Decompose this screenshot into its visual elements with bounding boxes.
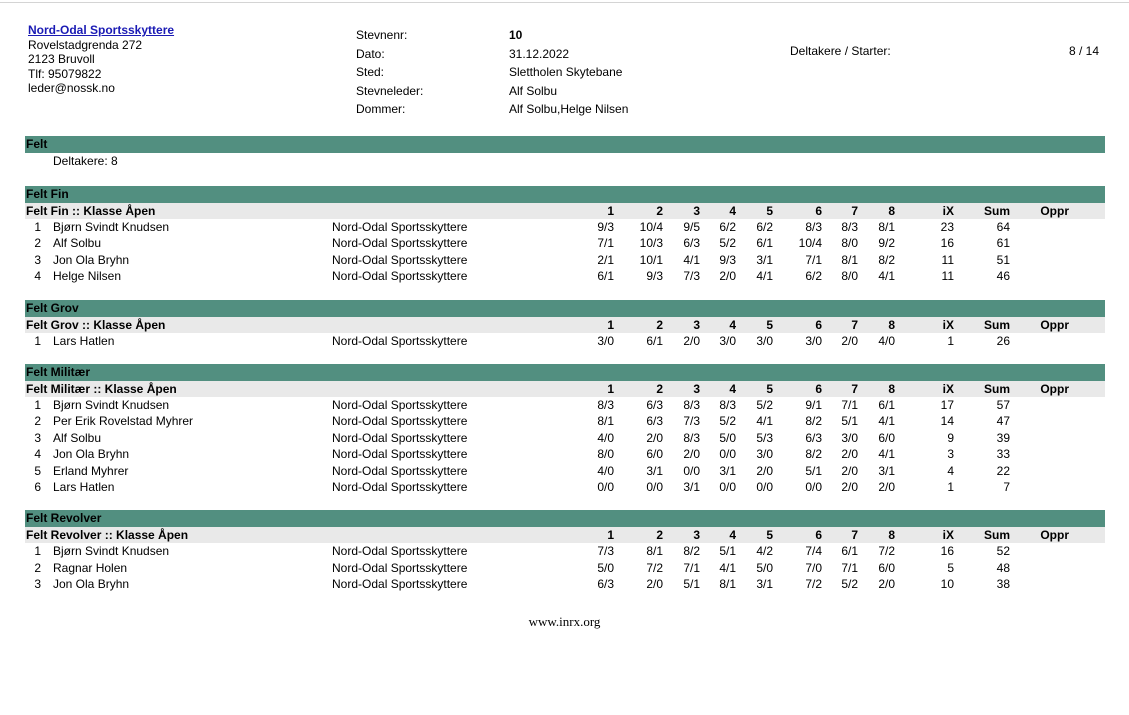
score-cell: 5/1 bbox=[683, 577, 700, 592]
club-postal: 2123 Bruvoll bbox=[28, 52, 95, 67]
column-header: 3 bbox=[693, 528, 700, 543]
score-cell: 14 bbox=[940, 414, 954, 429]
score-cell: 23 bbox=[940, 220, 954, 234]
score-cell: 8/3 bbox=[805, 220, 822, 234]
shooter-name: Alf Solbu bbox=[53, 236, 102, 251]
place: 6 bbox=[34, 479, 41, 494]
score-cell: 26 bbox=[996, 333, 1010, 348]
footer-url: www.inrx.org bbox=[528, 614, 601, 629]
score-cell: 6/1 bbox=[841, 544, 858, 559]
column-header: 8 bbox=[888, 381, 895, 396]
event-info-values bbox=[509, 26, 628, 119]
score-cell: 9/5 bbox=[683, 220, 700, 234]
score-cell: 6/2 bbox=[805, 269, 822, 284]
score-cell: 0/0 bbox=[719, 447, 736, 462]
column-header: Sum bbox=[983, 204, 1010, 218]
score-cell: 9/3 bbox=[597, 220, 614, 234]
table-row bbox=[25, 463, 1105, 479]
score-cell: 6/3 bbox=[646, 414, 663, 429]
column-header: 3 bbox=[693, 204, 700, 218]
section-header: Felt Militær bbox=[25, 364, 1105, 381]
shooter-name: Lars Hatlen bbox=[53, 333, 115, 348]
table-row bbox=[25, 413, 1105, 429]
score-cell: 4/1 bbox=[719, 560, 736, 575]
club-name: Nord-Odal Sportsskyttere bbox=[332, 269, 468, 284]
club-name: Nord-Odal Sportsskyttere bbox=[332, 252, 468, 267]
score-cell: 52 bbox=[996, 544, 1010, 559]
class-header bbox=[25, 527, 1105, 543]
section-header: Felt Fin bbox=[25, 186, 1105, 203]
score-cell: 5/2 bbox=[841, 577, 858, 592]
score-cell: 8/2 bbox=[805, 414, 822, 429]
column-header: 5 bbox=[766, 528, 773, 543]
score-cell: 5/2 bbox=[719, 236, 736, 251]
class-title: Felt Fin :: Klasse Åpen bbox=[26, 204, 156, 218]
score-cell: 2/0 bbox=[756, 463, 773, 478]
score-cell: 4/1 bbox=[878, 447, 895, 462]
section-header: Felt Grov bbox=[25, 300, 1105, 317]
table-row bbox=[25, 430, 1105, 446]
column-header: iX bbox=[942, 317, 954, 332]
column-header: 6 bbox=[815, 381, 822, 396]
score-cell: 8/0 bbox=[841, 269, 858, 284]
table-row bbox=[25, 560, 1105, 576]
table-row bbox=[25, 333, 1105, 349]
section-gap bbox=[25, 495, 1105, 510]
column-header: 2 bbox=[656, 528, 663, 543]
column-header: iX bbox=[942, 381, 954, 396]
score-cell: 0/0 bbox=[756, 479, 773, 494]
score-cell: 4/1 bbox=[756, 414, 773, 429]
score-cell: 2/0 bbox=[719, 269, 736, 284]
column-header: Sum bbox=[983, 381, 1010, 396]
score-cell: 4/1 bbox=[756, 269, 773, 284]
score-cell: 8/1 bbox=[878, 220, 895, 234]
score-cell: 7 bbox=[1003, 479, 1010, 494]
score-cell: 10/4 bbox=[639, 220, 663, 234]
column-header: Oppr bbox=[1040, 317, 1069, 332]
score-cell: 9/2 bbox=[878, 236, 895, 251]
class-header bbox=[25, 203, 1105, 219]
score-cell: 4/2 bbox=[756, 544, 773, 559]
score-cell: 5/3 bbox=[756, 430, 773, 445]
score-cell: 7/0 bbox=[805, 560, 822, 575]
score-cell: 2/0 bbox=[878, 577, 895, 592]
column-header: 2 bbox=[656, 204, 663, 218]
column-header: 4 bbox=[729, 204, 736, 218]
score-cell: 8/0 bbox=[597, 447, 614, 462]
column-header: 8 bbox=[888, 204, 895, 218]
column-header: 6 bbox=[815, 317, 822, 332]
section-gap bbox=[25, 285, 1105, 300]
score-cell: 7/2 bbox=[646, 560, 663, 575]
participants-value: 8 / 14 bbox=[1068, 44, 1099, 58]
club-info bbox=[28, 23, 174, 96]
score-cell: 7/3 bbox=[683, 414, 700, 429]
place: 5 bbox=[34, 463, 41, 478]
place: 1 bbox=[34, 544, 41, 559]
club-name: Nord-Odal Sportsskyttere bbox=[332, 397, 468, 412]
place: 1 bbox=[34, 333, 41, 348]
score-cell: 4/0 bbox=[597, 430, 614, 445]
score-cell: 6/0 bbox=[878, 560, 895, 575]
score-cell: 64 bbox=[996, 220, 1010, 234]
score-cell: 51 bbox=[996, 252, 1010, 267]
score-cell: 4/1 bbox=[878, 269, 895, 284]
score-cell: 2/0 bbox=[841, 333, 858, 348]
event-number: 10 bbox=[509, 28, 523, 42]
club-name: Nord-Odal Sportsskyttere bbox=[332, 577, 468, 592]
event-label: Dommer: bbox=[356, 102, 406, 117]
score-cell: 47 bbox=[996, 414, 1010, 429]
club-name: Nord-Odal Sportsskyttere bbox=[332, 447, 468, 462]
score-cell: 7/1 bbox=[841, 560, 858, 575]
score-cell: 5/1 bbox=[805, 463, 822, 478]
column-header: 5 bbox=[766, 381, 773, 396]
club-name: Nord-Odal Sportsskyttere bbox=[332, 560, 468, 575]
club-name: Nord-Odal Sportsskyttere bbox=[332, 236, 468, 251]
score-cell: 5/0 bbox=[756, 560, 773, 575]
score-cell: 6/3 bbox=[683, 236, 700, 251]
table-row bbox=[25, 576, 1105, 592]
shooter-name: Jon Ola Bryhn bbox=[53, 447, 130, 462]
score-cell: 6/2 bbox=[719, 220, 736, 234]
club-name: Nord-Odal Sportsskyttere bbox=[332, 544, 468, 559]
score-cell: 9/3 bbox=[719, 252, 736, 267]
section-header: Felt bbox=[25, 136, 1105, 153]
top-divider bbox=[0, 2, 1129, 3]
event-label: Stevnenr: bbox=[356, 28, 408, 42]
score-cell: 8/2 bbox=[805, 447, 822, 462]
score-cell: 8/1 bbox=[719, 577, 736, 592]
column-header: 1 bbox=[607, 528, 614, 543]
event-label: Dato: bbox=[356, 46, 385, 61]
column-header: iX bbox=[942, 204, 954, 218]
score-cell: 7/3 bbox=[597, 544, 614, 559]
score-cell: 3/0 bbox=[805, 333, 822, 348]
column-header: Oppr bbox=[1040, 204, 1069, 218]
score-cell: 5/1 bbox=[841, 414, 858, 429]
place: 3 bbox=[34, 430, 41, 445]
column-header: 8 bbox=[888, 528, 895, 543]
score-cell: 10/4 bbox=[798, 236, 822, 251]
class-header bbox=[25, 317, 1105, 333]
score-cell: 4/0 bbox=[597, 463, 614, 478]
score-cell: 8/3 bbox=[683, 397, 700, 412]
column-header: 7 bbox=[851, 381, 858, 396]
score-cell: 10/3 bbox=[639, 236, 663, 251]
score-cell: 4/1 bbox=[878, 414, 895, 429]
score-cell: 7/1 bbox=[683, 560, 700, 575]
section-gap bbox=[25, 349, 1105, 364]
column-header: 8 bbox=[888, 317, 895, 332]
score-cell: 8/2 bbox=[878, 252, 895, 267]
score-cell: 7/4 bbox=[805, 544, 822, 559]
column-header: 3 bbox=[693, 317, 700, 332]
club-email: leder@nossk.no bbox=[28, 81, 115, 96]
shooter-name: Per Erik Rovelstad Myhrer bbox=[53, 414, 194, 429]
score-cell: 8/2 bbox=[683, 544, 700, 559]
score-cell: 9/1 bbox=[805, 397, 822, 412]
place: 4 bbox=[34, 269, 41, 284]
column-header: 7 bbox=[851, 528, 858, 543]
column-header: 4 bbox=[729, 381, 736, 396]
club-name: Nord-Odal Sportsskyttere bbox=[332, 463, 468, 478]
score-cell: 0/0 bbox=[646, 479, 663, 494]
club-name: Nord-Odal Sportsskyttere bbox=[332, 430, 468, 445]
score-cell: 61 bbox=[996, 236, 1010, 251]
score-cell: 6/1 bbox=[878, 397, 895, 412]
score-cell: 6/0 bbox=[878, 430, 895, 445]
score-cell: 0/0 bbox=[683, 463, 700, 478]
shooter-name: Bjørn Svindt Knudsen bbox=[53, 544, 170, 559]
shooter-name: Bjørn Svindt Knudsen bbox=[53, 397, 170, 412]
event-leader: Alf Solbu bbox=[509, 83, 558, 98]
score-cell: 5/0 bbox=[597, 560, 614, 575]
column-header: Oppr bbox=[1040, 381, 1069, 396]
score-cell: 2/0 bbox=[841, 463, 858, 478]
score-cell: 2/0 bbox=[683, 447, 700, 462]
place: 4 bbox=[34, 447, 41, 462]
shooter-name: Lars Hatlen bbox=[53, 479, 115, 494]
score-cell: 3/1 bbox=[756, 252, 773, 267]
event-judges: Alf Solbu,Helge Nilsen bbox=[509, 102, 629, 117]
score-cell: 8/0 bbox=[841, 236, 858, 251]
score-cell: 2/0 bbox=[646, 577, 663, 592]
results-content bbox=[25, 136, 1105, 592]
table-row bbox=[25, 235, 1105, 251]
shooter-name: Alf Solbu bbox=[53, 430, 102, 445]
score-cell: 16 bbox=[940, 544, 954, 559]
event-place: Slettholen Skytebane bbox=[509, 65, 623, 80]
place: 1 bbox=[34, 220, 41, 234]
club-phone: Tlf: 95079822 bbox=[28, 66, 102, 81]
score-cell: 0/0 bbox=[719, 479, 736, 494]
event-info-labels bbox=[356, 26, 423, 119]
score-cell: 4 bbox=[947, 463, 954, 478]
score-cell: 8/3 bbox=[683, 430, 700, 445]
score-cell: 7/2 bbox=[878, 544, 895, 559]
score-cell: 3/1 bbox=[878, 463, 895, 478]
score-cell: 3 bbox=[947, 447, 954, 462]
club-name: Nord-Odal Sportsskyttere bbox=[332, 220, 468, 234]
score-cell: 9/3 bbox=[646, 269, 663, 284]
score-cell: 6/1 bbox=[756, 236, 773, 251]
score-cell: 2/0 bbox=[841, 479, 858, 494]
score-cell: 8/1 bbox=[646, 544, 663, 559]
shooter-name: Bjørn Svindt Knudsen bbox=[53, 220, 170, 234]
score-cell: 8/1 bbox=[597, 414, 614, 429]
score-cell: 0/0 bbox=[597, 479, 614, 494]
class-title: Felt Grov :: Klasse Åpen bbox=[26, 317, 166, 332]
column-header: 2 bbox=[656, 317, 663, 332]
score-cell: 6/1 bbox=[597, 269, 614, 284]
score-cell: 7/3 bbox=[683, 269, 700, 284]
column-header: 5 bbox=[766, 317, 773, 332]
score-cell: 6/3 bbox=[646, 397, 663, 412]
score-cell: 5/2 bbox=[756, 397, 773, 412]
score-cell: 1 bbox=[947, 333, 954, 348]
score-cell: 7/1 bbox=[841, 397, 858, 412]
score-cell: 2/0 bbox=[646, 430, 663, 445]
score-cell: 11 bbox=[941, 269, 954, 284]
place: 2 bbox=[34, 236, 41, 251]
column-header: 6 bbox=[815, 204, 822, 218]
score-cell: 2/1 bbox=[597, 252, 614, 267]
score-cell: 1 bbox=[947, 479, 954, 494]
column-header: iX bbox=[942, 528, 954, 543]
score-cell: 7/1 bbox=[805, 252, 822, 267]
class-title: Felt Revolver :: Klasse Åpen bbox=[26, 528, 189, 543]
shooter-name: Helge Nilsen bbox=[53, 269, 122, 284]
shooter-name: Jon Ola Bryhn bbox=[53, 577, 130, 592]
club-address: Rovelstadgrenda 272 bbox=[28, 37, 143, 52]
event-label: Stevneleder: bbox=[356, 83, 424, 98]
column-header: 7 bbox=[851, 204, 858, 218]
club-name-link[interactable]: Nord-Odal Sportsskyttere bbox=[28, 23, 175, 37]
column-header: 4 bbox=[729, 528, 736, 543]
score-cell: 7/2 bbox=[805, 577, 822, 592]
score-cell: 8/3 bbox=[841, 220, 858, 234]
table-row bbox=[25, 268, 1105, 284]
score-cell: 38 bbox=[996, 577, 1010, 592]
club-name: Nord-Odal Sportsskyttere bbox=[332, 414, 468, 429]
place: 2 bbox=[34, 414, 41, 429]
table-row bbox=[25, 446, 1105, 462]
shooter-name: Jon Ola Bryhn bbox=[53, 252, 130, 267]
score-cell: 5 bbox=[947, 560, 954, 575]
column-header: 4 bbox=[729, 317, 736, 332]
class-header bbox=[25, 381, 1105, 397]
table-row bbox=[25, 252, 1105, 268]
class-title: Felt Militær :: Klasse Åpen bbox=[26, 381, 177, 396]
score-cell: 6/2 bbox=[756, 220, 773, 234]
column-header: 6 bbox=[815, 528, 822, 543]
score-cell: 6/3 bbox=[805, 430, 822, 445]
score-cell: 2/0 bbox=[683, 333, 700, 348]
score-cell: 3/0 bbox=[756, 447, 773, 462]
column-header: 1 bbox=[607, 381, 614, 396]
column-header: 5 bbox=[766, 204, 773, 218]
place: 2 bbox=[34, 560, 41, 575]
score-cell: 3/1 bbox=[756, 577, 773, 592]
place: 3 bbox=[34, 577, 41, 592]
score-cell: 3/1 bbox=[646, 463, 663, 478]
score-cell: 8/3 bbox=[719, 397, 736, 412]
score-cell: 16 bbox=[940, 236, 954, 251]
table-row bbox=[25, 479, 1105, 495]
event-label: Sted: bbox=[356, 65, 385, 80]
score-cell: 6/0 bbox=[646, 447, 663, 462]
shooter-name: Erland Myhrer bbox=[53, 463, 129, 478]
score-cell: 6/3 bbox=[597, 577, 614, 592]
section-header: Felt Revolver bbox=[25, 510, 1105, 527]
place: 1 bbox=[34, 397, 41, 412]
score-cell: 10 bbox=[940, 577, 954, 592]
score-cell: 2/0 bbox=[878, 479, 895, 494]
participants-label: Deltakere / Starter: bbox=[790, 44, 891, 58]
event-date: 31.12.2022 bbox=[509, 46, 570, 61]
score-cell: 22 bbox=[996, 463, 1010, 478]
score-cell: 5/1 bbox=[719, 544, 736, 559]
score-cell: 6/1 bbox=[646, 333, 663, 348]
score-cell: 3/0 bbox=[719, 333, 736, 348]
table-row bbox=[25, 219, 1105, 235]
column-header: Sum bbox=[983, 317, 1010, 332]
score-cell: 11 bbox=[941, 252, 954, 267]
score-cell: 17 bbox=[940, 397, 954, 412]
score-cell: 8/1 bbox=[841, 252, 858, 267]
score-cell: 10/1 bbox=[639, 252, 663, 267]
score-cell: 3/0 bbox=[841, 430, 858, 445]
club-name: Nord-Odal Sportsskyttere bbox=[332, 479, 468, 494]
score-cell: 4/0 bbox=[878, 333, 895, 348]
participant-count: Deltakere: 8 bbox=[53, 154, 118, 168]
score-cell: 3/1 bbox=[683, 479, 700, 494]
score-cell: 48 bbox=[996, 560, 1010, 575]
score-cell: 57 bbox=[996, 397, 1010, 412]
column-header: 2 bbox=[656, 381, 663, 396]
score-cell: 7/1 bbox=[597, 236, 614, 251]
score-cell: 8/3 bbox=[597, 397, 614, 412]
column-header: 1 bbox=[607, 317, 614, 332]
score-cell: 3/0 bbox=[597, 333, 614, 348]
score-cell: 9 bbox=[947, 430, 954, 445]
score-cell: 5/0 bbox=[719, 430, 736, 445]
column-header: Oppr bbox=[1040, 528, 1069, 543]
place: 3 bbox=[34, 252, 41, 267]
column-header: 3 bbox=[693, 381, 700, 396]
score-cell: 5/2 bbox=[719, 414, 736, 429]
score-cell: 3/0 bbox=[756, 333, 773, 348]
score-cell: 2/0 bbox=[841, 447, 858, 462]
score-cell: 3/1 bbox=[719, 463, 736, 478]
score-cell: 33 bbox=[996, 447, 1010, 462]
score-cell: 4/1 bbox=[683, 252, 700, 267]
score-cell: 39 bbox=[996, 430, 1010, 445]
club-name: Nord-Odal Sportsskyttere bbox=[332, 333, 468, 348]
score-cell: 0/0 bbox=[805, 479, 822, 494]
table-row bbox=[25, 543, 1105, 559]
score-cell: 46 bbox=[996, 269, 1010, 284]
column-header: Sum bbox=[983, 528, 1010, 543]
column-header: 1 bbox=[607, 204, 614, 218]
column-header: 7 bbox=[851, 317, 858, 332]
table-row bbox=[25, 397, 1105, 413]
shooter-name: Ragnar Holen bbox=[53, 560, 128, 575]
